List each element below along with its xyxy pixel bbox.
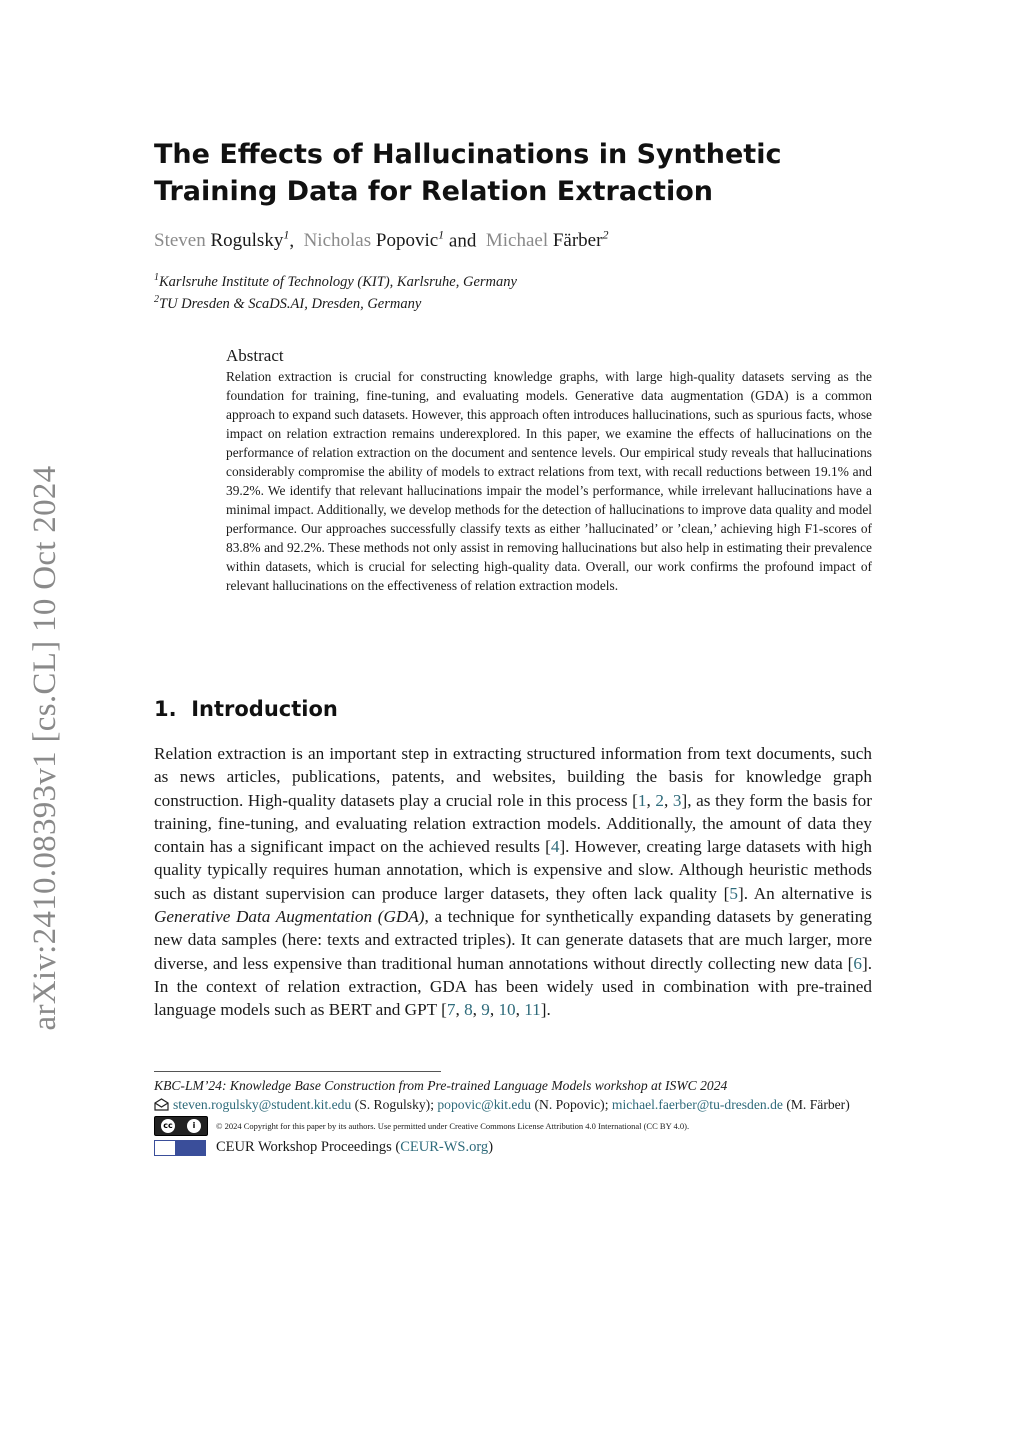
footnotes [154, 1076, 872, 1157]
email-link-rogulsky[interactable]: steven.rogulsky@student.kit.edu [173, 1097, 352, 1112]
author-list: Steven Rogulsky$^1$, Nicholas Popovic$^1$ and Michael Färber$^2$ [154, 228, 609, 252]
citation-1[interactable]: 1 [637, 790, 647, 810]
citation-10[interactable]: 10 [498, 1000, 516, 1020]
license-row [154, 1116, 872, 1136]
arxiv-identifier: arXiv:2410.08393v1 [cs.CL] 10 Oct 2024 [27, 465, 63, 1031]
paper-title: The Effects of Hallucinations in Synthetic Training Data for Relation Extraction [154, 139, 782, 207]
ceur-link[interactable]: CEUR-WS.org [400, 1139, 489, 1155]
footnote-rule [154, 1071, 441, 1072]
citation-3[interactable]: 3 [672, 790, 682, 810]
citation-7[interactable]: 7 [446, 1000, 456, 1020]
email-link-faerber[interactable]: michael.faerber@tu-dresden.de [611, 1097, 783, 1112]
envelope-icon [154, 1098, 169, 1111]
introduction-paragraph: Relation extraction is an important step in extracting structured information from text documents, such as news articles, publications, patents, and websites, building the basis for knowledge graph construction. High-quality datasets play a crucial role in this process [1, 2, 3], as they form the basis for training, fine-tuning, and evaluating relation extraction models. Additionally, the amount of data they contain has a significant impact on the achieved results [4]. However, creating large datasets with high quality typically requires human annotation, which is expensive and slow. Although heuristic methods such as distant supervision can produce larger datasets, they often lack quality [5]. An alternative is Generative Data Augmentation (GDA), a technique for synthetically expanding datasets by generating new data samples (here: texts and extracted triples). It can generate datasets that are much larger, more diverse, and less expensive than traditional human annotations without directly collecting new data [6]. In the context of relation extraction, GDA has been widely used in combination with pre-trained language models such as BERT and GPT [7, 8, 9, 10, 11]. [154, 744, 872, 1020]
citation-4[interactable]: 4 [550, 837, 560, 857]
section-heading-introduction: 1. Introduction [154, 697, 338, 721]
author-2: Nicholas Popovic$^1$ [303, 228, 445, 252]
citation-5[interactable]: 5 [729, 883, 738, 903]
gda-term: Generative Data Augmentation (GDA) [154, 907, 425, 927]
abstract [226, 345, 872, 595]
venue-note: KBC-LM’24: Knowledge Base Construction from Pre-trained Language Models workshop at ISWC 2024 [154, 1078, 728, 1093]
abstract-body: Relation extraction is crucial for constructing knowledge graphs, with large high-quality datasets serving as the foundation for training, fine-tuning, and evaluating models. Generative data augmentation (GDA) is a common approach to expand such datasets. However, this approach often introduces hallucinations, such as spurious facts, whose impact on relation extraction remains underexplored. In this paper, we examine the effects of hallucinations on the performance of relation extraction on the document and sentence levels. Our empirical study reveals that hallucinations considerably compromise the ability of models to extract relations from text, with recall reductions between 19.1% and 39.2%. We identify that relevant hallucinations impair the model’s performance, while irrelevant hallucinations have a minimal impact. Additionally, we develop methods for the detection of hallucinations to improve data quality and model performance. Our approaches successfully classify texts as either ’hallucinated’ or ’clean,’ achieving high F1-scores of 83.8% and 92.2%. These methods not only assist in removing hallucinations but also help in estimating their prevalence within datasets, which is crucial for selecting high-quality data. Overall, our work confirms the profound impact of relevant hallucinations on the effectiveness of relation extraction models. [226, 369, 872, 593]
email-link-popovic[interactable]: popovic@kit.edu [437, 1097, 532, 1112]
ceur-logo-icon [154, 1140, 206, 1156]
affiliation-2: $^2$TU Dresden & ScaDS.AI, Dresden, Germany [154, 294, 422, 312]
email-note: steven.rogulsky@student.kit.edu (S. Rogulsky); popovic@kit.edu (N. Popovic); michael.faerber@tu-dresden.de (M. Färber) [154, 1095, 872, 1114]
ceur-row [154, 1138, 872, 1157]
cc-by-icon: cc i [154, 1116, 208, 1136]
affiliation-1: $^1$Karlsruhe Institute of Technology (KIT), Karlsruhe, Germany [154, 272, 517, 290]
ceur-proceedings: CEUR Workshop Proceedings (CEUR-WS.org) [216, 1139, 494, 1155]
citation-9[interactable]: 9 [481, 1000, 490, 1020]
author-1: Steven Rogulsky$^1$ [154, 228, 290, 252]
license-text: © 2024 Copyright for this paper by its authors. Use permitted under Creative Commons License Attribution 4.0 International (CC BY 4.0). [216, 1120, 690, 1131]
author-3: Michael Färber$^2$ [485, 228, 609, 252]
citation-6[interactable]: 6 [853, 953, 862, 973]
citation-8[interactable]: 8 [464, 1000, 473, 1020]
citation-11[interactable]: 11 [524, 1000, 541, 1020]
citation-2[interactable]: 2 [655, 790, 664, 810]
abstract-heading: Abstract [226, 346, 284, 365]
